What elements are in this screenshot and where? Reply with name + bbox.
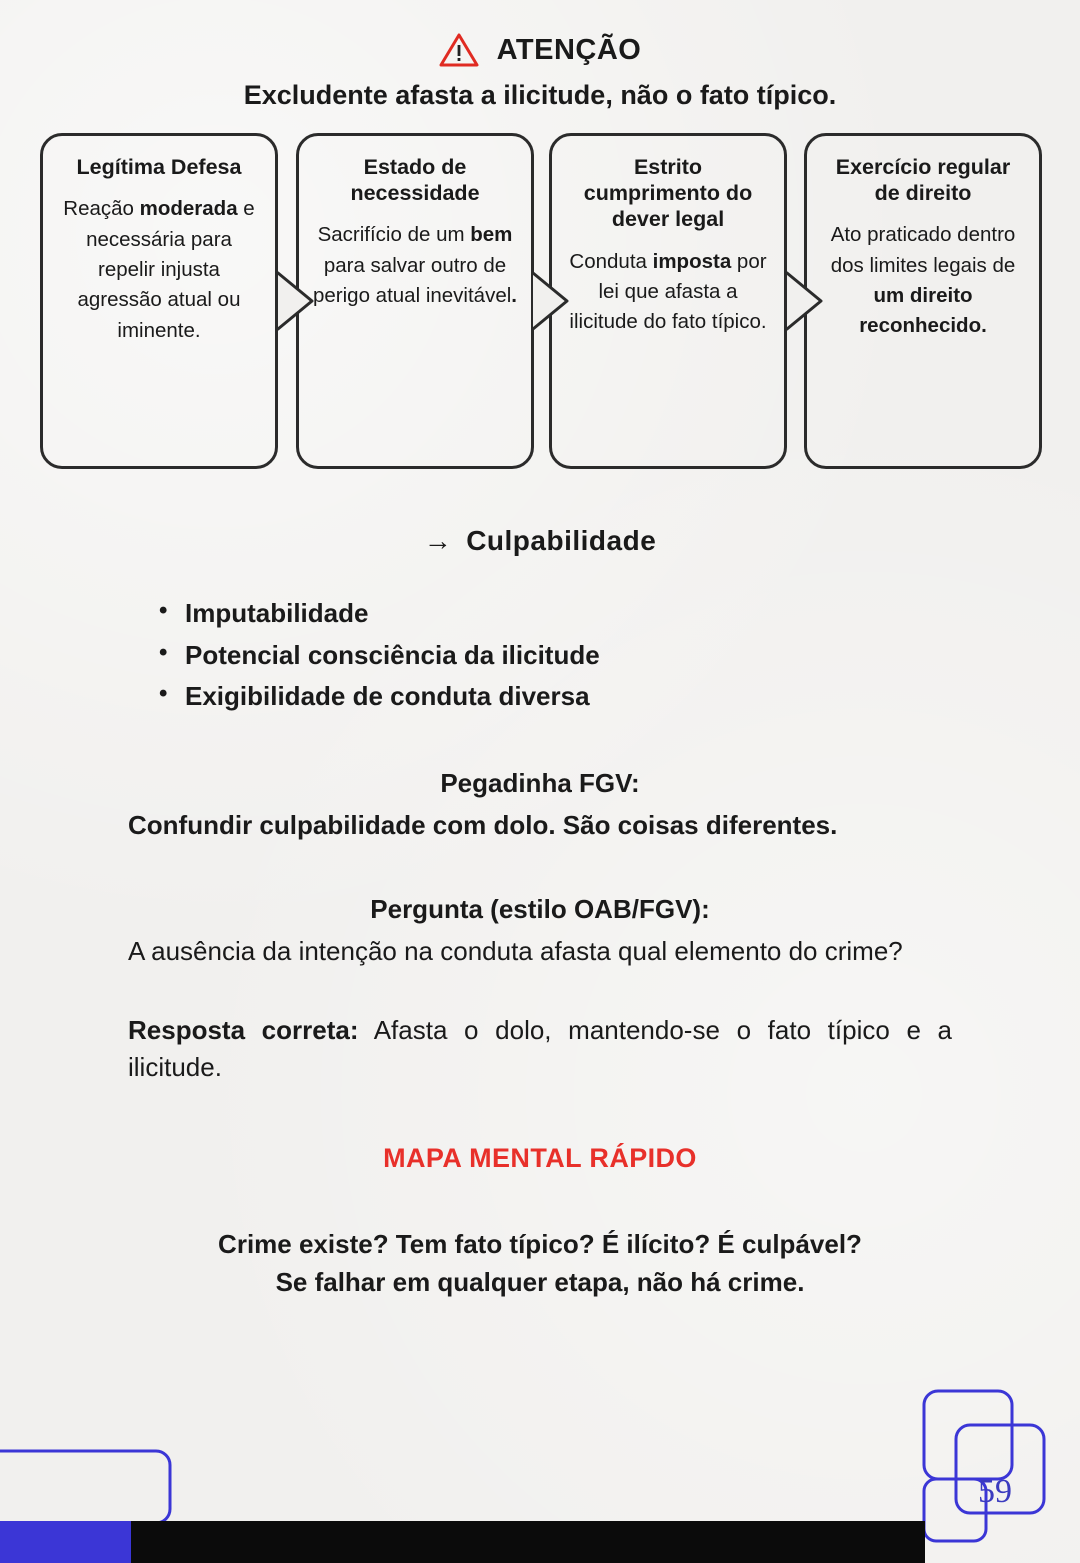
list-item: • Imputabilidade (155, 593, 1080, 635)
resposta-paragraph (128, 1012, 952, 1086)
warning-triangle-icon (439, 32, 479, 68)
closing-line-2: Se falhar em qualquer etapa, não há crime. (275, 1267, 805, 1298)
attention-header (0, 0, 1080, 68)
list-item: • Exigibilidade de conduta diversa (155, 676, 1080, 718)
excludentes-chevron-row (0, 133, 1080, 473)
mapa-mental-title: MAPA MENTAL RÁPIDO (383, 1143, 697, 1174)
pergunta-text: A ausência da intenção na conduta afasta qual elemento do crime? (128, 935, 903, 966)
bottom-bar-black (131, 1521, 925, 1563)
content-section (128, 768, 952, 1302)
excludente-card-exercicio-regular (804, 133, 1042, 469)
attention-subtitle: Excludente afasta a ilicitude, não o fato típico. (243, 80, 837, 110)
excludente-card-estado-necessidade (296, 133, 534, 469)
attention-title: ATENÇÃO (496, 33, 642, 66)
card-body: Ato praticado dentro dos limites legais de um direito reconhecido. (830, 223, 1016, 338)
page-number: 59 (978, 1473, 1012, 1510)
resposta-text: Afasta o dolo, mantendo-se o fato típico e a ilicitude. (128, 1014, 953, 1082)
arrow-right-icon: → (423, 525, 453, 556)
card-body: Sacrifício de um bem para salvar outro de perigo atual inevitável. (313, 223, 517, 308)
pegadinha-heading: Pegadinha FGV: (440, 767, 640, 798)
pegadinha-text: Confundir culpabilidade com dolo. São coisas diferentes. (128, 809, 838, 840)
culpabilidade-list (155, 593, 1080, 718)
card-title: Estado de necessidade (350, 155, 480, 206)
excludente-card-estrito-cumprimento (549, 133, 787, 469)
card-title: Exercício regular de direito (835, 155, 1011, 206)
decoration-bottom-left (0, 1445, 190, 1525)
card-body: Conduta imposta por lei que afasta a ilicitude do fato típico. (569, 249, 767, 334)
card-body: Reação moderada e necessária para repelir injusta agressão atual ou iminente. (63, 197, 255, 342)
culpabilidade-label: Culpabilidade (466, 525, 657, 556)
bottom-bar (0, 1521, 1080, 1563)
culpabilidade-heading (0, 525, 1080, 557)
closing-text (128, 1226, 952, 1301)
card-title: Legítima Defesa (76, 155, 242, 179)
pergunta-heading: Pergunta (estilo OAB/FGV): (370, 893, 710, 924)
closing-line-1: Crime existe? Tem fato típico? É ilícito? É culpável? (218, 1229, 862, 1260)
excludente-card-legitima-defesa (40, 133, 278, 469)
card-title: Estrito cumprimento do dever legal (583, 155, 753, 232)
list-item: • Potencial consciência da ilicitude (155, 635, 1080, 677)
resposta-label: Resposta correta: (128, 1014, 359, 1045)
